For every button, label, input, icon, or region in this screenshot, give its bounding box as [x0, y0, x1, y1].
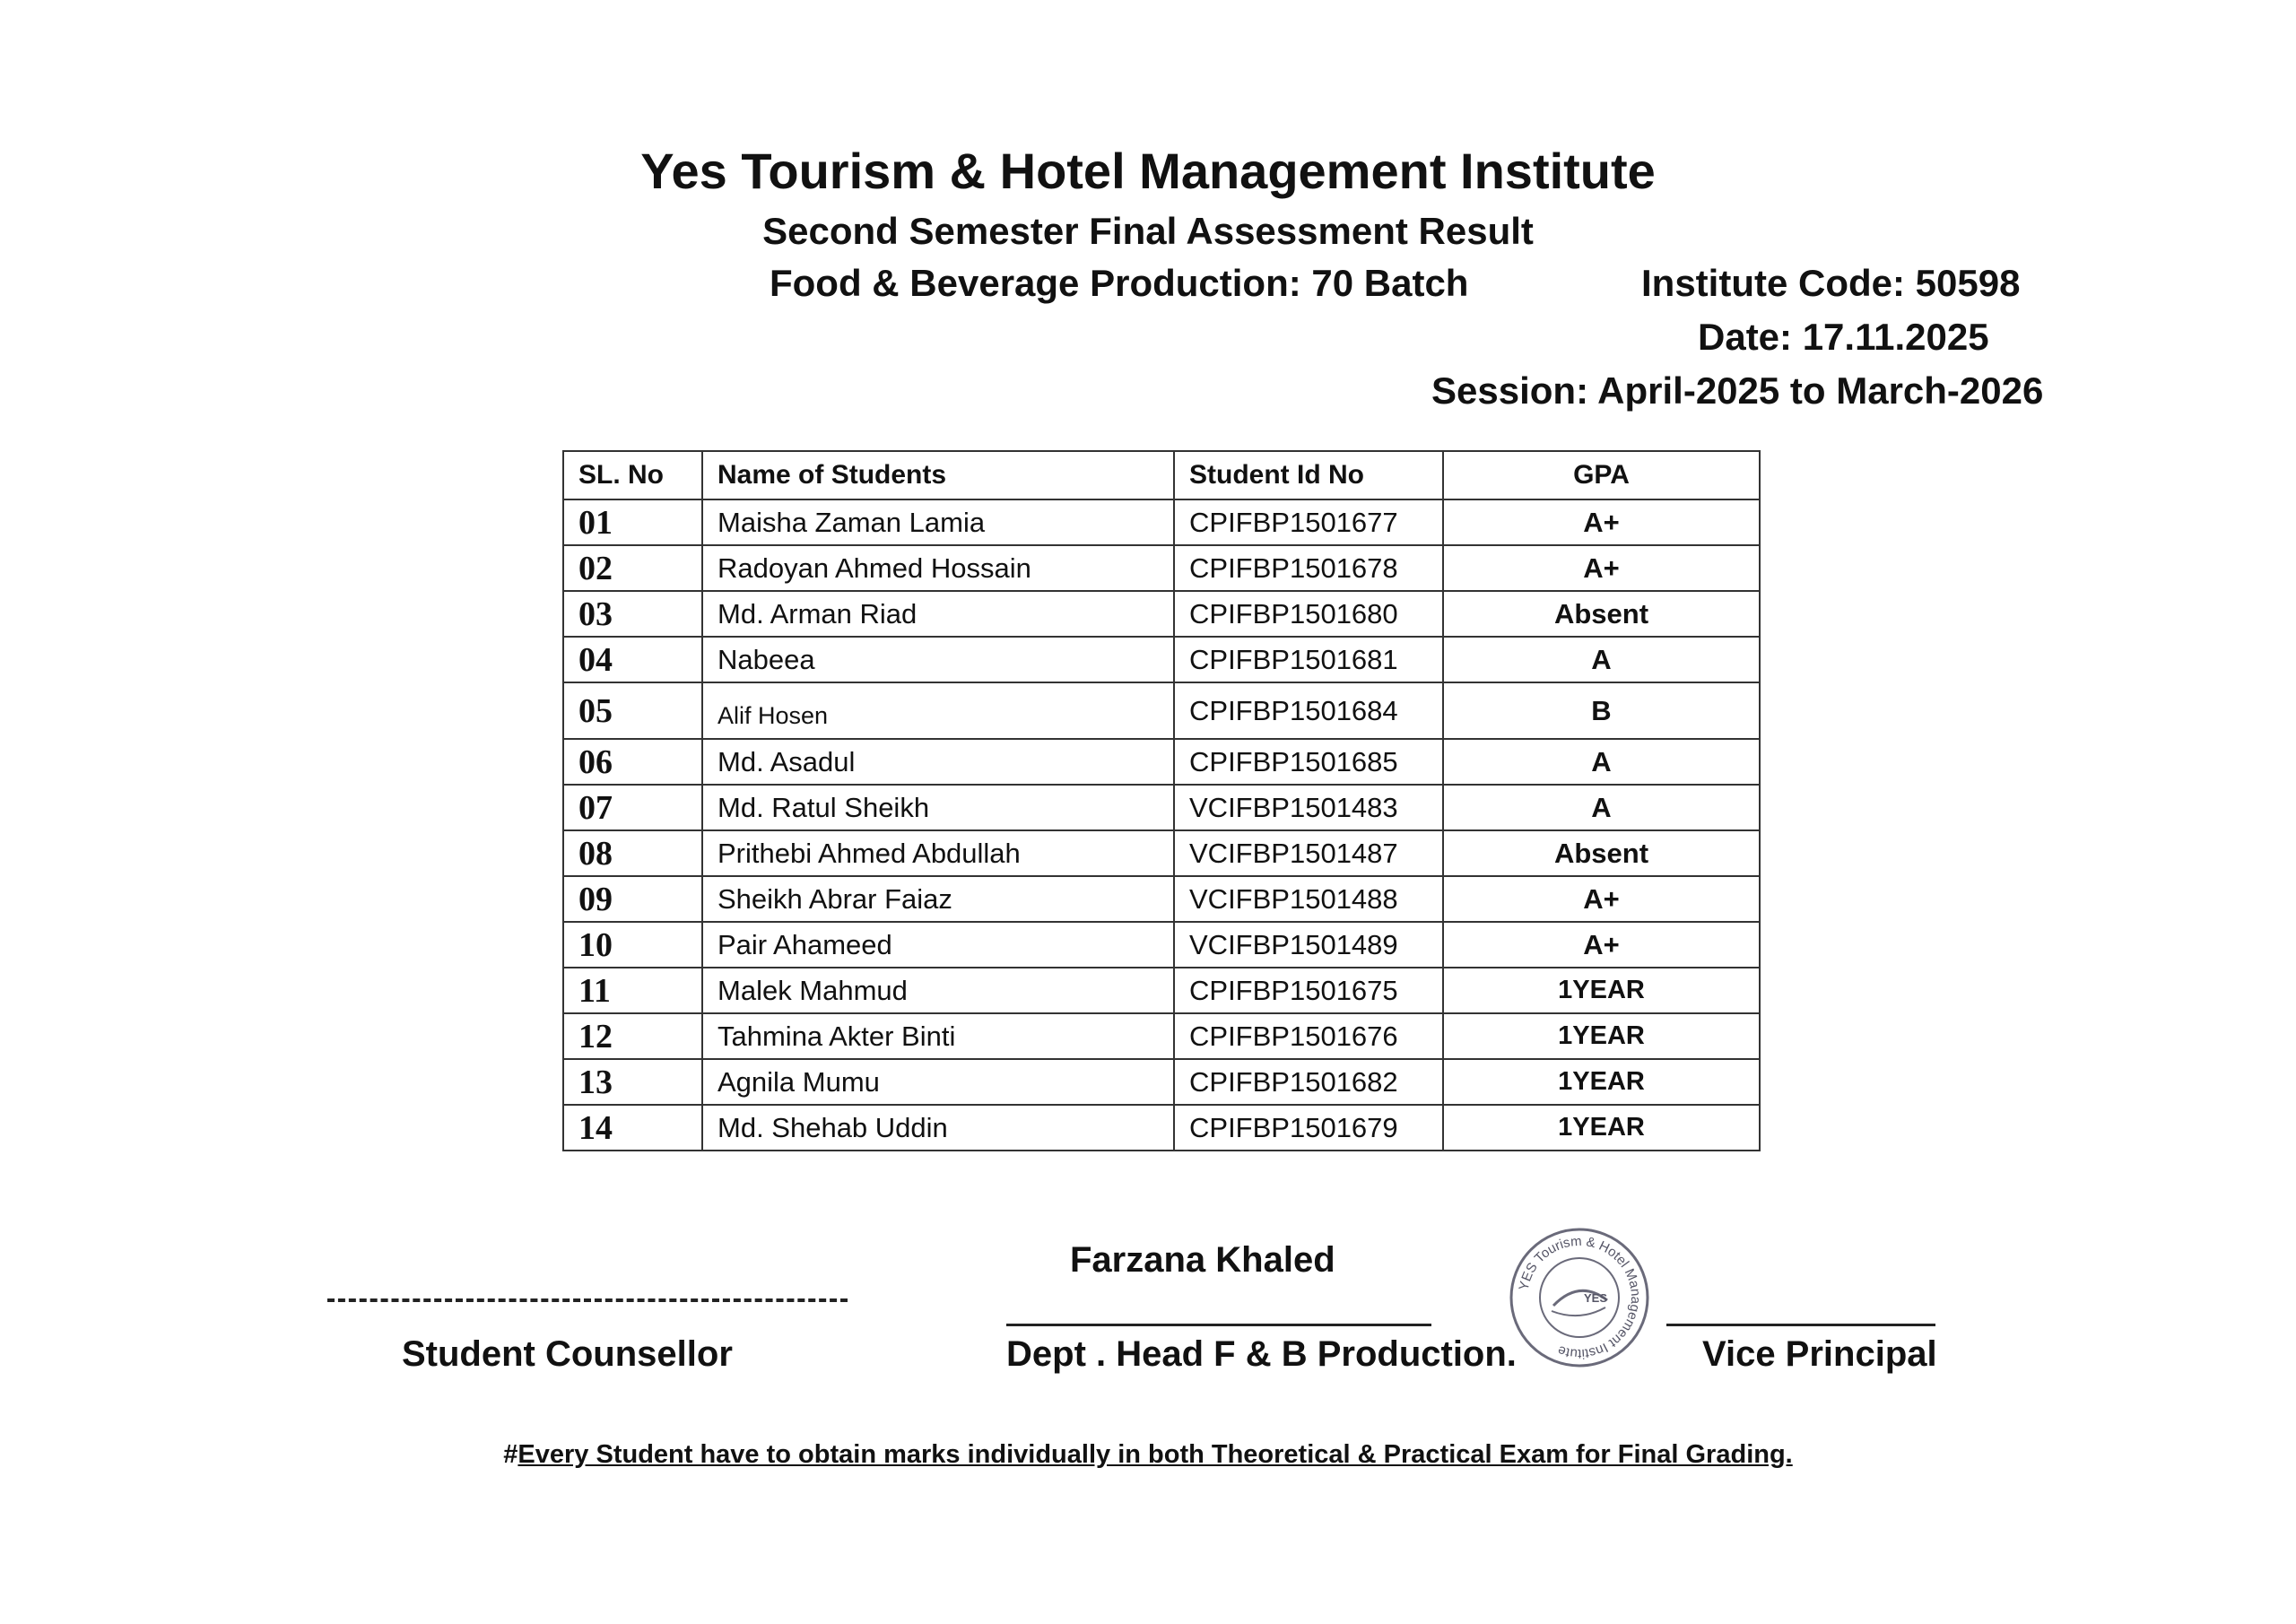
table-row: [563, 591, 1760, 637]
row-sl: 02: [563, 545, 702, 591]
row-sl: 08: [563, 830, 702, 876]
table-row: [563, 1105, 1760, 1151]
row-student-id: CPIFBP1501676: [1174, 1013, 1443, 1059]
institute-code: Institute Code: 50598: [1641, 262, 2021, 304]
row-student-id: CPIFBP1501681: [1174, 637, 1443, 682]
row-student-id: CPIFBP1501682: [1174, 1059, 1443, 1105]
row-student-name: Md. Arman Riad: [702, 591, 1174, 637]
row-gpa: A+: [1443, 876, 1760, 922]
row-sl: 12: [563, 1013, 702, 1059]
institute-title: Yes Tourism & Hotel Management Institute: [640, 143, 1656, 199]
row-sl: 11: [563, 968, 702, 1013]
row-student-name: Tahmina Akter Binti: [702, 1013, 1174, 1059]
row-student-name: Nabeea: [702, 637, 1174, 682]
row-gpa: A+: [1443, 922, 1760, 968]
vice-principal-signature-line: [1666, 1324, 1935, 1326]
table-row: [563, 637, 1760, 682]
row-student-name: Md. Ratul Sheikh: [702, 785, 1174, 830]
table-row: [563, 739, 1760, 785]
row-gpa: Absent: [1443, 830, 1760, 876]
header-sl: SL. No: [563, 451, 702, 499]
header-student-id: Student Id No: [1174, 451, 1443, 499]
dept-head-label: Dept . Head F & B Production.: [1006, 1334, 1517, 1374]
row-student-name: Pair Ahameed: [702, 922, 1174, 968]
table-row: [563, 499, 1760, 545]
row-student-name: Maisha Zaman Lamia: [702, 499, 1174, 545]
footer-note-text: Every Student have to obtain marks individually in both Theoretical & Practical Exam for Final Grading.: [517, 1440, 1793, 1469]
row-student-name: Radoyan Ahmed Hossain: [702, 545, 1174, 591]
batch-label: Food & Beverage Production: 70 Batch: [770, 262, 1469, 304]
row-student-id: CPIFBP1501679: [1174, 1105, 1443, 1151]
row-gpa: A+: [1443, 499, 1760, 545]
row-gpa: 1YEAR: [1443, 1013, 1760, 1059]
seal-ring-text: YES Tourism & Hotel Management Institute: [1516, 1233, 1644, 1362]
table-row: [563, 785, 1760, 830]
row-gpa: A: [1443, 739, 1760, 785]
footer-note-prefix: #: [503, 1440, 518, 1469]
vice-principal-label: Vice Principal: [1702, 1334, 1937, 1374]
row-sl: 01: [563, 499, 702, 545]
row-sl: 06: [563, 739, 702, 785]
row-sl: 03: [563, 591, 702, 637]
dept-head-signature-line: [1006, 1324, 1431, 1326]
row-sl: 05: [563, 682, 702, 739]
table-row: [563, 682, 1760, 739]
row-sl: 10: [563, 922, 702, 968]
table-header-row: [563, 451, 1760, 499]
row-student-name: Sheikh Abrar Faiaz: [702, 876, 1174, 922]
row-gpa: 1YEAR: [1443, 1059, 1760, 1105]
seal-graphic: [1507, 1225, 1652, 1370]
results-table: [562, 450, 1761, 1151]
table-row: [563, 876, 1760, 922]
table-row: [563, 968, 1760, 1013]
row-student-id: CPIFBP1501685: [1174, 739, 1443, 785]
result-date: Date: 17.11.2025: [1698, 316, 1989, 358]
seal-center-text: YES: [1584, 1291, 1608, 1305]
row-student-name: Md. Shehab Uddin: [702, 1105, 1174, 1151]
row-student-id: CPIFBP1501680: [1174, 591, 1443, 637]
row-gpa: A: [1443, 637, 1760, 682]
row-student-id: CPIFBP1501675: [1174, 968, 1443, 1013]
table-row: [563, 922, 1760, 968]
row-student-id: CPIFBP1501684: [1174, 682, 1443, 739]
row-student-id: VCIFBP1501489: [1174, 922, 1443, 968]
row-student-name: Agnila Mumu: [702, 1059, 1174, 1105]
row-student-id: VCIFBP1501487: [1174, 830, 1443, 876]
table-body: [563, 499, 1760, 1151]
institute-seal-icon: [1507, 1225, 1652, 1370]
row-gpa: A+: [1443, 545, 1760, 591]
row-gpa: A: [1443, 785, 1760, 830]
row-gpa: 1YEAR: [1443, 968, 1760, 1013]
row-gpa: 1YEAR: [1443, 1105, 1760, 1151]
row-gpa: B: [1443, 682, 1760, 739]
footer-note: [0, 1440, 2296, 1470]
header-name: Name of Students: [702, 451, 1174, 499]
row-student-name: Alif Hosen: [702, 682, 1174, 739]
row-student-name: Malek Mahmud: [702, 968, 1174, 1013]
row-student-id: VCIFBP1501488: [1174, 876, 1443, 922]
row-sl: 14: [563, 1105, 702, 1151]
dept-head-name: Farzana Khaled: [1070, 1240, 1335, 1280]
table-row: [563, 1013, 1760, 1059]
row-student-name: Md. Asadul: [702, 739, 1174, 785]
header-gpa: GPA: [1443, 451, 1760, 499]
row-student-id: VCIFBP1501483: [1174, 785, 1443, 830]
session-label: Session: April-2025 to March-2026: [1431, 369, 2044, 412]
row-sl: 13: [563, 1059, 702, 1105]
table-row: [563, 1059, 1760, 1105]
row-gpa: Absent: [1443, 591, 1760, 637]
row-student-name: Prithebi Ahmed Abdullah: [702, 830, 1174, 876]
table-row: [563, 545, 1760, 591]
row-student-id: CPIFBP1501677: [1174, 499, 1443, 545]
result-title: Second Semester Final Assessment Result: [762, 210, 1534, 252]
row-sl: 07: [563, 785, 702, 830]
row-student-id: CPIFBP1501678: [1174, 545, 1443, 591]
row-sl: 09: [563, 876, 702, 922]
table-row: [563, 830, 1760, 876]
counsellor-signature-line: [327, 1298, 848, 1302]
student-counsellor-label: Student Counsellor: [402, 1334, 733, 1374]
row-sl: 04: [563, 637, 702, 682]
